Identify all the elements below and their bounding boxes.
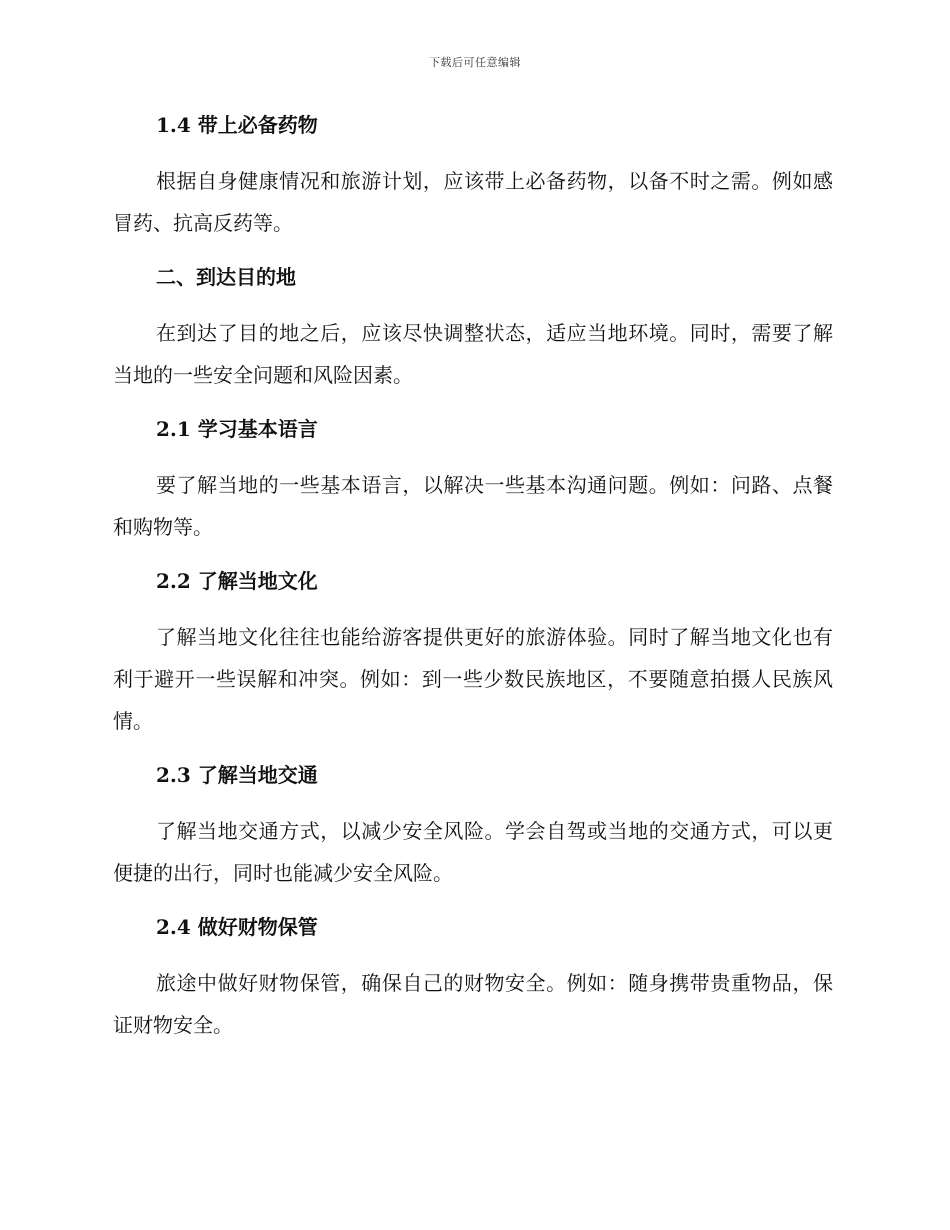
section-paragraph: 根据自身健康情况和旅游计划，应该带上必备药物，以备不时之需。例如感冒药、抗高反药等。 [113,169,833,235]
document-body [113,104,833,1046]
section-1-4 [113,104,833,256]
section-paragraph: 了解当地文化往往也能给游客提供更好的旅游体验。同时了解当地文化也有利于避开一些误解和冲突。例如：到一些少数民族地区，不要随意拍摄人民族风情。 [113,625,833,733]
section-paragraph: 要了解当地的一些基本语言，以解决一些基本沟通问题。例如：问路、点餐和购物等。 [113,473,833,539]
section-2-2 [113,560,833,754]
section-heading: 1.4 带上必备药物 [156,113,318,137]
section-heading: 2.1 学习基本语言 [156,417,318,441]
section-paragraph: 在到达了目的地之后，应该尽快调整状态，适应当地环境。同时，需要了解当地的一些安全问题和风险因素。 [113,321,833,387]
section-2-1 [113,408,833,560]
section-2 [113,256,833,408]
section-paragraph: 了解当地交通方式，以减少安全风险。学会自驾或当地的交通方式，可以更便捷的出行，同时也能减少安全风险。 [113,819,833,885]
section-2-4 [113,906,833,1046]
section-heading: 2.3 了解当地交通 [156,763,318,787]
section-2-3 [113,754,833,906]
section-heading: 2.2 了解当地文化 [156,569,318,593]
section-heading: 二、到达目的地 [156,265,296,289]
section-heading: 2.4 做好财物保管 [156,915,318,939]
section-paragraph: 旅途中做好财物保管，确保自己的财物安全。例如：随身携带贵重物品，保证财物安全。 [113,971,833,1037]
page-header: 下载后可任意编辑 [429,56,521,69]
